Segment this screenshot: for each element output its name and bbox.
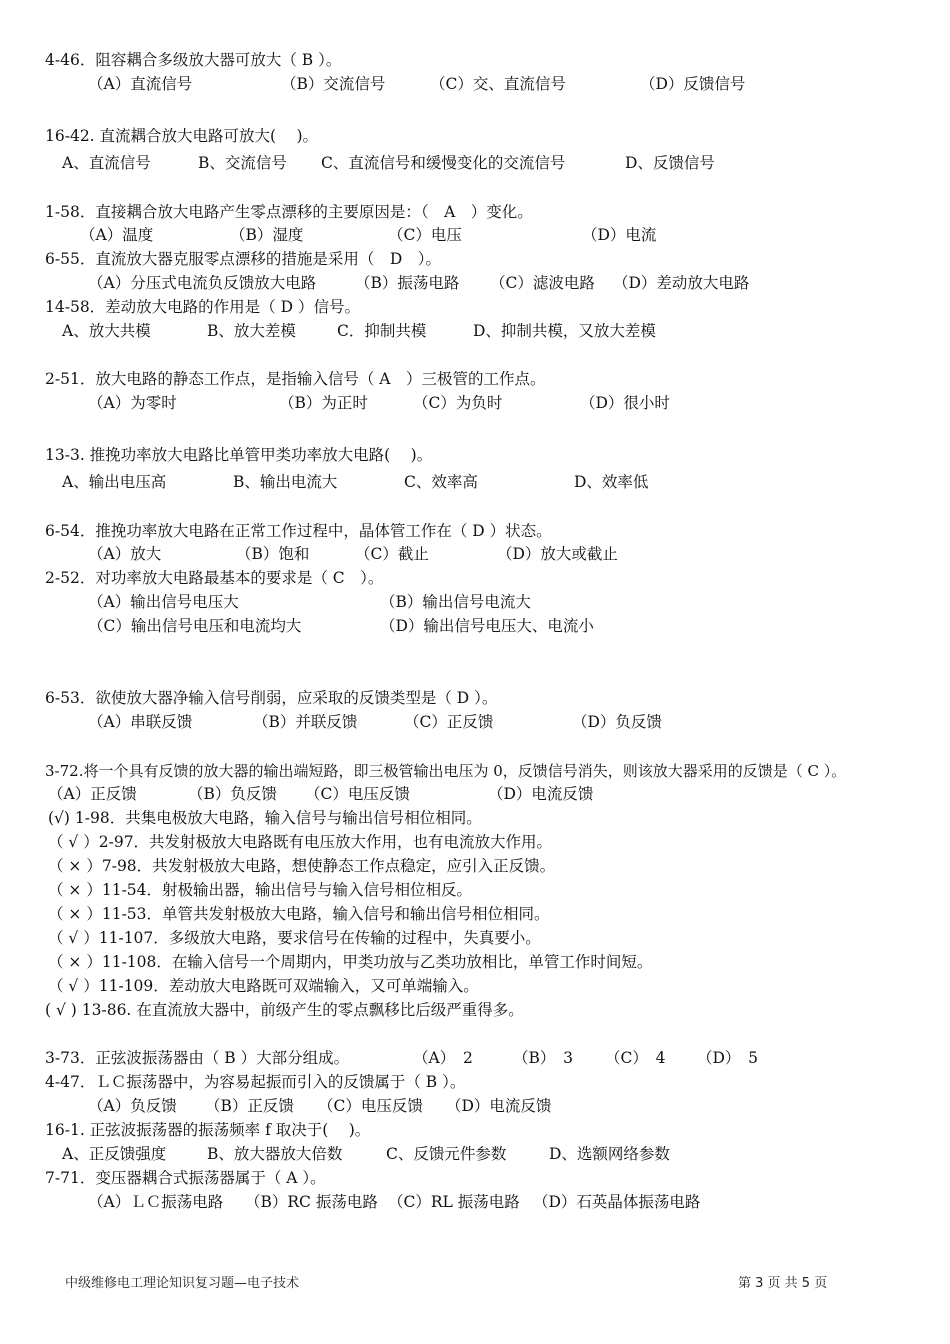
option-c: （C）为负时 bbox=[413, 394, 503, 412]
option-a: （A）负反馈 bbox=[88, 1097, 177, 1115]
option-d: （D）负反馈 bbox=[572, 713, 662, 731]
option-b: （B）输出信号电流大 bbox=[380, 593, 531, 611]
question-stem: 16-1. 正弦波振荡器的振荡频率 f 取决于( )。 bbox=[45, 1121, 371, 1139]
question-stem: 6-55．直流放大器克服零点漂移的措施是采用（ D ）。 bbox=[45, 250, 442, 268]
option-d: （D）放大或截止 bbox=[497, 545, 618, 563]
true-false-item: （ √ ）2-97．共发射极放大电路既有电压放大作用，也有电流放大作用。 bbox=[48, 833, 553, 851]
question-stem: 7-71．变压器耦合式振荡器属于（ A ）。 bbox=[45, 1169, 326, 1187]
option-b: B、交流信号 bbox=[198, 154, 287, 172]
option-c: C、效率高 bbox=[404, 473, 478, 491]
option-a: （A）ＬＣ振荡电路 bbox=[88, 1193, 224, 1211]
option-d: （D）石英晶体振荡电路 bbox=[533, 1193, 701, 1211]
option-c: （C）正反馈 bbox=[404, 713, 494, 731]
question-stem: 2-51．放大电路的静态工作点，是指输入信号（ A ）三极管的工作点。 bbox=[45, 370, 546, 388]
option-d: D、选额网络参数 bbox=[549, 1145, 670, 1163]
question-stem: 6-53．欲使放大器净输入信号削弱，应采取的反馈类型是（ D ）。 bbox=[45, 689, 498, 707]
option-a: （A）为零时 bbox=[88, 394, 177, 412]
option-a: （A） 2 bbox=[413, 1049, 473, 1067]
option-a: （A）正反馈 bbox=[48, 785, 137, 803]
option-d: （D）电流反馈 bbox=[446, 1097, 552, 1115]
option-b: B、放大器放大倍数 bbox=[207, 1145, 343, 1163]
option-a: A、输出电压高 bbox=[62, 473, 167, 491]
option-d: D、反馈信号 bbox=[625, 154, 715, 172]
option-b: （B）饱和 bbox=[236, 545, 310, 563]
true-false-item: （ √ ）11-109．差动放大电路既可双端输入，又可单端输入。 bbox=[48, 977, 479, 995]
option-a: （A）放大 bbox=[88, 545, 162, 563]
option-d: （D）很小时 bbox=[580, 394, 670, 412]
option-c: C、反馈元件参数 bbox=[386, 1145, 507, 1163]
question-stem: 3-73．正弦波振荡器由（ B ）大部分组成。 bbox=[45, 1049, 350, 1067]
option-a: A、放大共模 bbox=[62, 322, 151, 340]
option-b: B、放大差模 bbox=[207, 322, 296, 340]
question-stem: 13-3. 推挽功率放大电路比单管甲类功率放大电路( )。 bbox=[45, 446, 433, 464]
option-c: （C）输出信号电压和电流均大 bbox=[88, 617, 302, 635]
option-c: （C）交、直流信号 bbox=[430, 75, 566, 93]
option-a: A、直流信号 bbox=[62, 154, 151, 172]
option-a: （A）输出信号电压大 bbox=[88, 593, 239, 611]
true-false-item: (√) 1-98．共集电极放大电路，输入信号与输出信号相位相同。 bbox=[48, 809, 482, 827]
option-c: （C）截止 bbox=[355, 545, 429, 563]
option-d: D、效率低 bbox=[574, 473, 649, 491]
option-b: （B）RC 振荡电路 bbox=[245, 1193, 378, 1211]
question-stem: 4-46．阻容耦合多级放大器可放大（ B ）。 bbox=[45, 51, 342, 69]
option-a: （A）直流信号 bbox=[88, 75, 193, 93]
footer-title: 中级维修电工理论知识复习题—电子技术 bbox=[65, 1276, 300, 1291]
question-stem: 3-72.将一个具有反馈的放大器的输出端短路，即三极管输出电压为 0，反馈信号消失，则该放大器采用的反馈是（ C ）。 bbox=[45, 762, 847, 780]
true-false-item: （ × ）11-108．在输入信号一个周期内，甲类功放与乙类功放相比，单管工作时间短。 bbox=[48, 953, 653, 971]
option-b: （B）湿度 bbox=[230, 226, 304, 244]
question-stem: 2-52．对功率放大电路最基本的要求是（ C ）。 bbox=[45, 569, 384, 587]
option-d: （D）差动放大电路 bbox=[613, 274, 750, 292]
true-false-item: （ × ）7-98．共发射极放大电路，想使静态工作点稳定，应引入正反馈。 bbox=[48, 857, 556, 875]
question-stem: 1-58．直接耦合放大电路产生零点漂移的主要原因是：（ A ）变化。 bbox=[45, 203, 533, 221]
option-d: （D）电流反馈 bbox=[488, 785, 594, 803]
option-b: （B）负反馈 bbox=[188, 785, 277, 803]
question-stem: 16-42. 直流耦合放大电路可放大( )。 bbox=[45, 127, 319, 145]
option-c: C、直流信号和缓慢变化的交流信号 bbox=[321, 154, 566, 172]
true-false-item: （ √ ）11-107．多级放大电路，要求信号在传输的过程中，失真要小。 bbox=[48, 929, 541, 947]
option-c: C．抑制共模 bbox=[337, 322, 427, 340]
option-c: （C）电压反馈 bbox=[305, 785, 410, 803]
option-b: B、输出电流大 bbox=[233, 473, 338, 491]
option-a: （A）串联反馈 bbox=[88, 713, 193, 731]
option-b: （B）交流信号 bbox=[281, 75, 386, 93]
option-d: （D）电流 bbox=[582, 226, 657, 244]
option-d: （D）输出信号电压大、电流小 bbox=[380, 617, 594, 635]
option-d: （D） 5 bbox=[697, 1049, 759, 1067]
option-b: （B）并联反馈 bbox=[253, 713, 358, 731]
option-c: （C） 4 bbox=[605, 1049, 666, 1067]
option-b: （B）正反馈 bbox=[205, 1097, 294, 1115]
option-c: （C）RL 振荡电路 bbox=[388, 1193, 520, 1211]
option-c: （C）滤波电路 bbox=[490, 274, 595, 292]
option-d: D、抑制共模，又放大差模 bbox=[473, 322, 656, 340]
true-false-item: ( √ ) 13-86. 在直流放大器中，前级产生的零点飘移比后级严重得多。 bbox=[45, 1001, 524, 1019]
option-c: （C）电压反馈 bbox=[318, 1097, 423, 1115]
question-stem: 14-58．差动放大电路的作用是（ D ）信号。 bbox=[45, 298, 360, 316]
option-a: A、正反馈强度 bbox=[62, 1145, 167, 1163]
option-b: （B） 3 bbox=[513, 1049, 574, 1067]
footer-page-number: 第 3 页 共 5 页 bbox=[738, 1276, 828, 1291]
option-b: （B）振荡电路 bbox=[355, 274, 460, 292]
option-c: （C）电压 bbox=[388, 226, 462, 244]
option-d: （D）反馈信号 bbox=[640, 75, 746, 93]
question-stem: 6-54．推挽功率放大电路在正常工作过程中，晶体管工作在（ D ）状态。 bbox=[45, 522, 552, 540]
true-false-item: （ × ）11-54．射极输出器，输出信号与输入信号相位相反。 bbox=[48, 881, 473, 899]
option-a: （A）温度 bbox=[80, 226, 154, 244]
question-stem: 4-47．ＬＣ振荡器中，为容易起振而引入的反馈属于（ B ）。 bbox=[45, 1073, 466, 1091]
option-a: （A）分压式电流负反馈放大电路 bbox=[88, 274, 317, 292]
true-false-item: （ × ）11-53．单管共发射极放大电路，输入信号和输出信号相位相同。 bbox=[48, 905, 550, 923]
option-b: （B）为正时 bbox=[279, 394, 368, 412]
